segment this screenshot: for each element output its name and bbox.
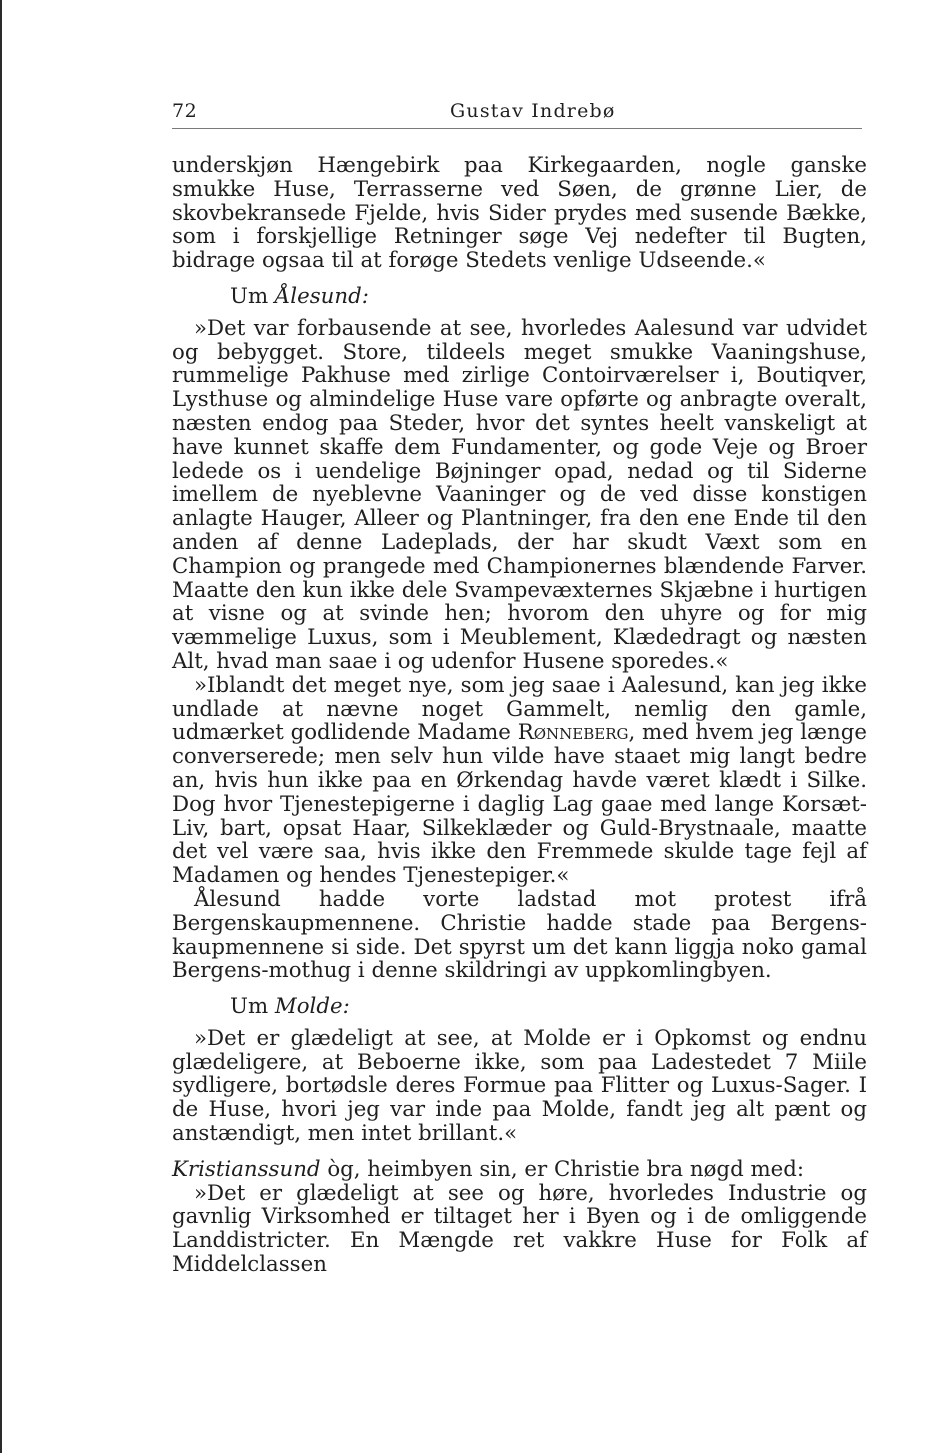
running-header	[172, 100, 867, 130]
quote-molde: »Det er glædeligt at see, at Molde er i Opkomst og endnu glædeligere, at Beboerne ikke, som paa Ladestedet 7 Miile sydligere, bortødsle deres Formue paa Flitter og Luxus-Sager. I de Huse, hvori jeg var inde paa Molde, fandt jeg alt pænt og anstændigt, men intet brillant.«	[172, 1025, 867, 1147]
section-heading-molde	[172, 995, 867, 1019]
kristianssund-place: Kristianssund	[172, 1156, 321, 1182]
paragraph-continuation: underskjøn Hængebirk paa Kirkegaarden, nogle ganske smukke Huse, Terrasserne ved Søen, de grønne Lier, de skovbekransede Fjelde, hvis Sider prydes med susende Bække, som i forskjellige Retninger søge Vej nedefter til Bugten, bidrage ogsaa til at forøge Stedets venlige Udseende.«	[172, 153, 867, 274]
heading-prefix: Um	[230, 283, 275, 309]
quote-text-a: »Iblandt det meget nye, som jeg saae i Aalesund, kan jeg ikke undlade at nævne noget Gammelt, nemlig den gamle, udmærket godlidende Madame	[172, 672, 867, 746]
quote-alesund-2	[172, 674, 867, 888]
body-text	[172, 154, 867, 1277]
commentary-paragraph: Ålesund hadde vorte ladstad mot protest ifrå Bergenskaupmennene. Christie hadde stade paa Bergens-kaupmennene si side. Det spyrst um det kann liggja noko gamal Bergens-mothug i denne skildringi av uppkomlingbyen.	[172, 886, 867, 984]
heading-place: Ålesund:	[274, 283, 369, 309]
heading-prefix: Um	[230, 994, 275, 1020]
running-title: Gustav Indrebø	[450, 100, 616, 122]
section-heading-alesund	[172, 285, 867, 309]
scan-edge	[0, 0, 2, 1453]
quote-alesund-1: »Det var forbausende at see, hvorledes Aalesund var udvidet og bebygget. Store, tildeels meget smukke Vaaningshuse, rummelige Pakhuse med zirlige Contoirværelser i, Boutiqver, Lysthuse og almindelige Huse vare opførte og anbragte overalt, næsten endog paa Steder, hvor det syntes heelt vanskeligt at have kunnet skaffe dem Fundamenter, og gode Veje og Broer ledede os i uendelige Bøjninger opad, nedad og til Siderne imellem de nyeblevne Vaaninger og de ved disse konstigen anlagte Hauger, Alleer og Plantninger, fra den ene Ende til den anden af denne Ladeplads, der har skudt Væxt som en Champion og prangede med Championernes blændende Farver. Maatte den kun ikke dele Svampevæxternes Skjæbne i hurtigen at visne og at svinde hen; hvorom den uhyre og for mig væmmelige Luxus, som i Meublement, Klædedragt og næsten Alt, hvad man saae i og udenfor Husene sporedes.«	[172, 315, 867, 674]
quote-kristianssund: »Det er glædeligt at see og høre, hvorledes Industrie og gavnlig Virksomhed er tiltaget her i Byen og i de omliggende Landdistricter. En Mængde ret vakkre Huse for Folk af Middelclassen	[172, 1180, 867, 1278]
quote-text-b: , med hvem jeg længe converserede; men selv hun vilde have staaet mig langt bedre an, hvis hun ikke paa en Ørkendag havde været klædt i Silke. Dog hvor Tjenestepigerne i daglig Lag gaae med lange Korsæt-Liv, bart, opsat Haar, Silkeklæder og Guld-Brystnaale, maatte det vel være saa, hvis ikke den Fremmede skulde tage fejl af Madamen og hendes Tjenestepiger.«	[172, 720, 867, 889]
kristianssund-intro	[172, 1158, 867, 1182]
heading-place: Molde:	[274, 994, 350, 1020]
kristianssund-intro-text: òg, heimbyen sin, er Christie bra nøgd med:	[320, 1156, 805, 1182]
page-number: 72	[172, 100, 198, 122]
header-rule	[172, 128, 862, 129]
person-name: Rønneberg	[517, 720, 629, 746]
